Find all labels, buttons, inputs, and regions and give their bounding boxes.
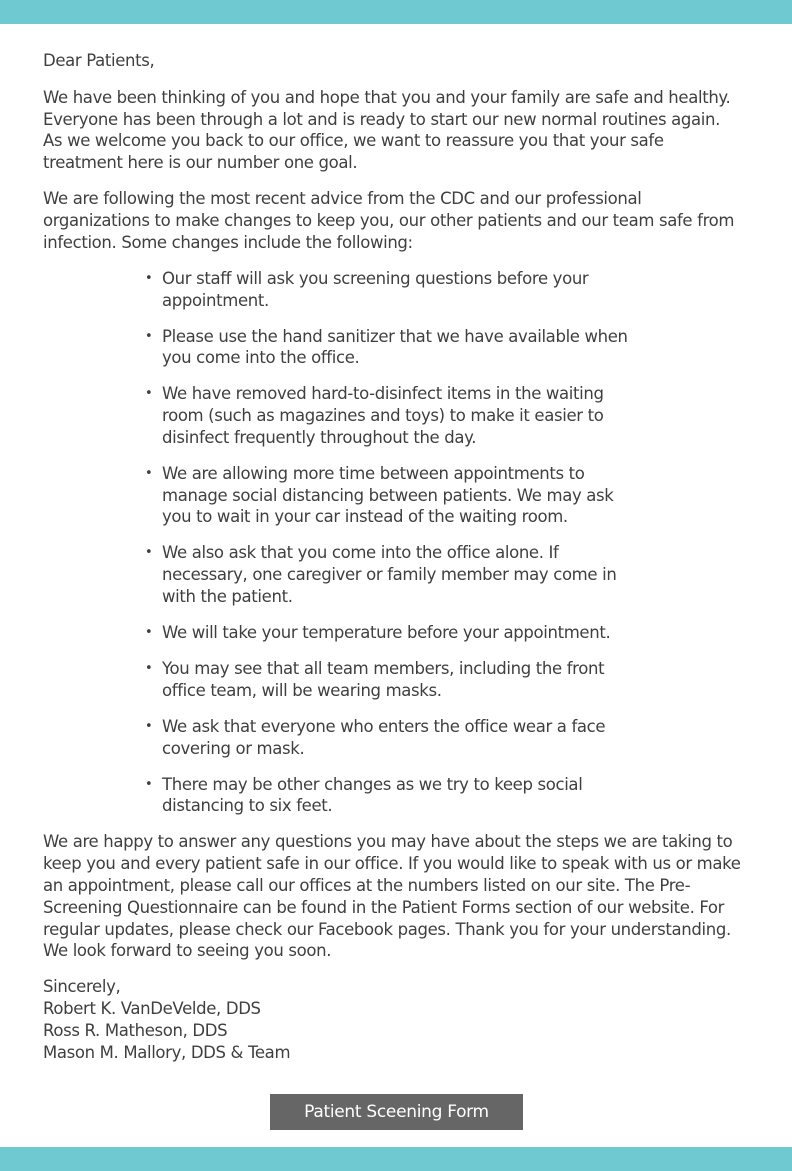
list-item xyxy=(145,716,645,760)
bullet-icon: • xyxy=(145,465,153,481)
list-item-text: We have removed hard-to-disinfect items in the waiting room (such as magazines and toys) to make it easier to disinfect frequently throughout the day. xyxy=(162,384,604,447)
list-item xyxy=(145,326,645,370)
list-item xyxy=(145,658,645,702)
list-item-text: We will take your temperature before your appointment. xyxy=(162,623,611,643)
bullet-icon: • xyxy=(145,776,153,792)
bottom-accent-bar xyxy=(0,1147,792,1171)
list-item-text: Please use the hand sanitizer that we have available when you come into the office. xyxy=(162,326,628,368)
signoff-line: Sincerely, xyxy=(43,977,121,997)
list-item xyxy=(145,622,645,644)
bullet-icon: • xyxy=(145,328,153,344)
list-item xyxy=(145,463,645,528)
list-item-text: Our staff will ask you screening questions before your appointment. xyxy=(162,268,589,310)
list-item-text: We also ask that you come into the office alone. If necessary, one caregiver or family member may come in with the patient. xyxy=(162,543,617,607)
intro-paragraph: We have been thinking of you and hope that you and your family are safe and healthy. Everyone has been through a lot and is ready to start our new normal routines again. As we welcome you back to our office, we want to reassure you that your safe treatment here is our number one goal. xyxy=(43,87,731,173)
top-accent-bar xyxy=(0,0,792,24)
list-item xyxy=(145,268,645,312)
list-item xyxy=(145,774,645,818)
letter-body xyxy=(43,50,743,1078)
list-item-text: We ask that everyone who enters the office wear a face covering or mask. xyxy=(162,716,606,758)
bullet-icon: • xyxy=(145,625,153,641)
signatory: Ross R. Matheson, DDS xyxy=(43,1020,228,1040)
signature-block xyxy=(43,976,743,1063)
bullet-icon: • xyxy=(145,386,153,402)
list-item xyxy=(145,542,645,607)
closing-paragraph: We are happy to answer any questions you may have about the steps we are taking to keep you and every patient safe in our office. If you would like to speak with us or make an appointment, please call our offices at the numbers listed on our site. The Pre-Screening Questionnaire can be found in the Patient Forms section of our website. For regular updates, please check our Facebook pages. Thank you for your understanding. We look forward to seeing you soon. xyxy=(43,832,741,961)
bullet-icon: • xyxy=(145,545,153,561)
bullet-icon: • xyxy=(145,270,153,286)
list-item-text: We are allowing more time between appointments to manage social distancing between patients. We may ask you to wait in your car instead of the waiting room. xyxy=(162,463,614,527)
bullet-icon: • xyxy=(145,718,153,734)
signatory: Robert K. VanDeVelde, DDS xyxy=(43,999,261,1019)
changes-list xyxy=(43,268,645,817)
lead-in-paragraph: We are following the most recent advice from the CDC and our professional organizations to make changes to keep you, our other patients and our team safe from infection. Some changes include the following: xyxy=(43,189,735,252)
patient-screening-form-button[interactable]: Patient Sceening Form xyxy=(270,1094,523,1130)
bullet-icon: • xyxy=(145,661,153,677)
signatory: Mason M. Mallory, DDS & Team xyxy=(43,1042,291,1062)
list-item-text: You may see that all team members, including the front office team, will be wearing masks. xyxy=(162,659,605,700)
list-item-text: There may be other changes as we try to keep social distancing to six feet. xyxy=(162,774,583,816)
letter-greeting: Dear Patients, xyxy=(43,51,155,70)
list-item xyxy=(145,383,645,448)
